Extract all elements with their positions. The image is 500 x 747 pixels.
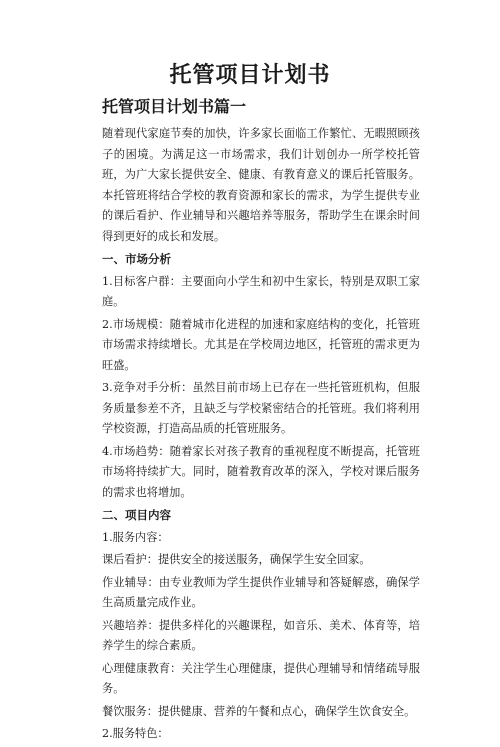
document-body	[102, 96, 420, 747]
project-item-interest: 兴趣培养：提供多样化的兴趣课程，如音乐、美术、体育等，培养学生的综合素质。	[102, 618, 420, 652]
market-item-scale: 2.市场规模：随着城市化进程的加速和家庭结构的变化，托管班市场需求持续增长。尤其是在学校周边地区，托管班的需求更为旺盛。	[102, 317, 420, 372]
market-item-target: 1.目标客户群：主要面向小学生和初中生家长，特别是双职工家庭。	[102, 274, 420, 308]
project-content-heading: 二、项目内容	[102, 508, 171, 522]
document-title: 托管项目计划书	[169, 62, 331, 88]
market-analysis-heading: 一、市场分析	[102, 252, 171, 266]
project-item-service-features: 2.服务特色：	[102, 727, 169, 740]
intro-paragraph: 随着现代家庭节奏的加快，许多家长面临工作繁忙、无暇照顾孩子的困境。为满足这一市场需求，我们计划创办一所学校托管班，为广大家长提供安全、健康、有教育意义的课后托管服务。本托管班将结合学校的教育资源和家长的需求，为学生提供专业的课后看护、作业辅导和兴趣培养等服务，帮助学生在课余时间得到更好的成长和发展。	[102, 127, 420, 243]
project-item-after-school-care: 课后看护：提供安全的接送服务，确保学生安全回家。	[102, 553, 371, 566]
project-item-catering: 餐饮服务：提供健康、营养的午餐和点心，确保学生饮食安全。	[102, 704, 416, 718]
market-item-trend: 4.市场趋势：随着家长对孩子教育的重视程度不断提高，托管班市场将持续扩大。同时，随着教育改革的深入，学校对课后服务的需求也将增加。	[102, 444, 420, 499]
project-item-mental-health: 心理健康教育：关注学生心理健康，提供心理辅导和情绪疏导服务。	[102, 661, 420, 695]
market-item-competition: 3.竞争对手分析：虽然目前市场上已存在一些托管班机构，但服务质量参差不齐，且缺乏与学校紧密结合的托管班。我们将利用学校资源，打造高品质的托管班服务。	[102, 381, 420, 435]
project-item-service-content: 1.服务内容：	[102, 530, 169, 544]
section-title: 托管项目计划书篇一	[102, 97, 247, 116]
project-item-homework-help: 作业辅导：由专业教师为学生提供作业辅导和答疑解惑，确保学生高质量完成作业。	[102, 575, 420, 609]
